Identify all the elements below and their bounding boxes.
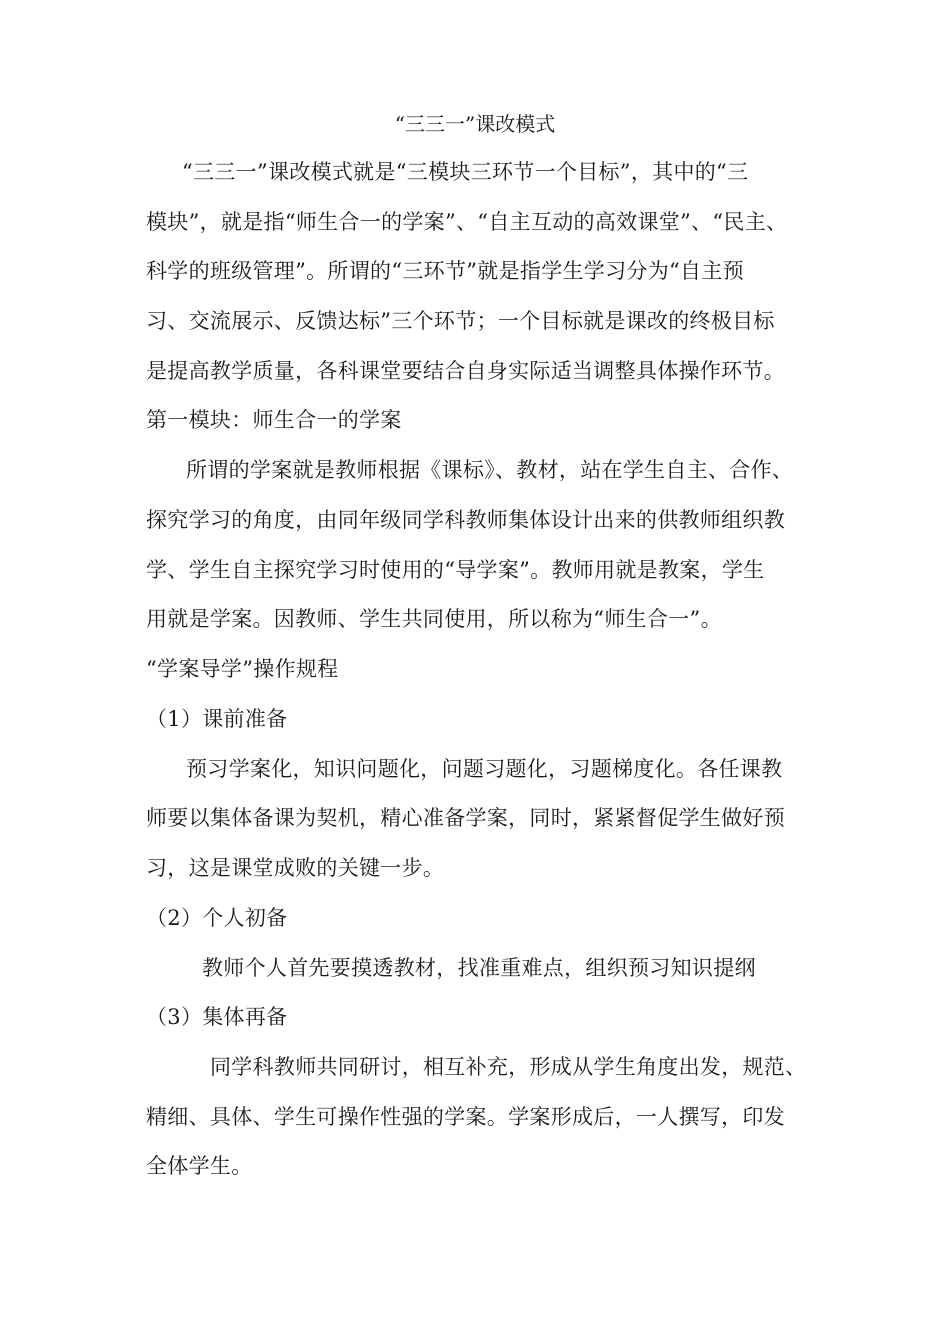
module1-heading: 第一模块：师生合一的学案 — [146, 408, 402, 432]
step2-heading: （2）个人初备 — [146, 906, 288, 930]
intro-line-2: 模块”，就是指“师生合一的学案”、“自主互动的高效课堂”、“民主、 — [146, 210, 788, 234]
step3-heading: （3）集体再备 — [146, 1005, 288, 1029]
intro-line-5: 是提高教学质量，各科课堂要结合自身实际适当调整具体操作环节。 — [146, 359, 785, 383]
step3-body-line-1: 同学科教师共同研讨，相互补充，形成从学生角度出发，规范、 — [210, 1055, 807, 1079]
procedure-heading: “学案导学”操作规程 — [146, 657, 339, 681]
module1-body-line-2: 探究学习的角度，由同年级同学科教师集体设计出来的供教师组织教 — [146, 508, 785, 532]
step1-body-line-2: 师要以集体备课为契机，精心准备学案，同时，紧紧督促学生做好预 — [146, 806, 785, 830]
document-title: “三三一”课改模式 — [394, 112, 556, 136]
module1-body-line-4: 用就是学案。因教师、学生共同使用，所以称为“师生合一”。 — [146, 607, 722, 631]
intro-line-3: 科学的班级管理”。所谓的“三环节”就是指学生学习分为“自主预 — [146, 259, 744, 283]
step3-body-line-2: 精细、具体、学生可操作性强的学案。学案形成后，一人撰写，印发 — [146, 1105, 785, 1129]
intro-line-1: “三三一”课改模式就是“三模块三环节一个目标”，其中的“三 — [182, 160, 749, 184]
module1-body-line-3: 学、学生自主探究学习时使用的“导学案”。教师用就是教案，学生 — [146, 558, 765, 582]
intro-line-4: 习、交流展示、反馈达标”三个环节；一个目标就是课改的终极目标 — [146, 309, 775, 333]
step3-body-line-3: 全体学生。 — [146, 1154, 253, 1178]
step1-body-line-3: 习，这是课堂成败的关键一步。 — [146, 856, 445, 880]
step2-body: 教师个人首先要摸透教材，找准重难点，组织预习知识提纲 — [202, 956, 756, 980]
step1-heading: （1）课前准备 — [146, 707, 288, 731]
module1-body-line-1: 所谓的学案就是教师根据《课标》、教材，站在学生自主、合作、 — [186, 458, 794, 482]
step1-body-line-1: 预习学案化，知识问题化，问题习题化，习题梯度化。各任课教 — [186, 757, 783, 781]
